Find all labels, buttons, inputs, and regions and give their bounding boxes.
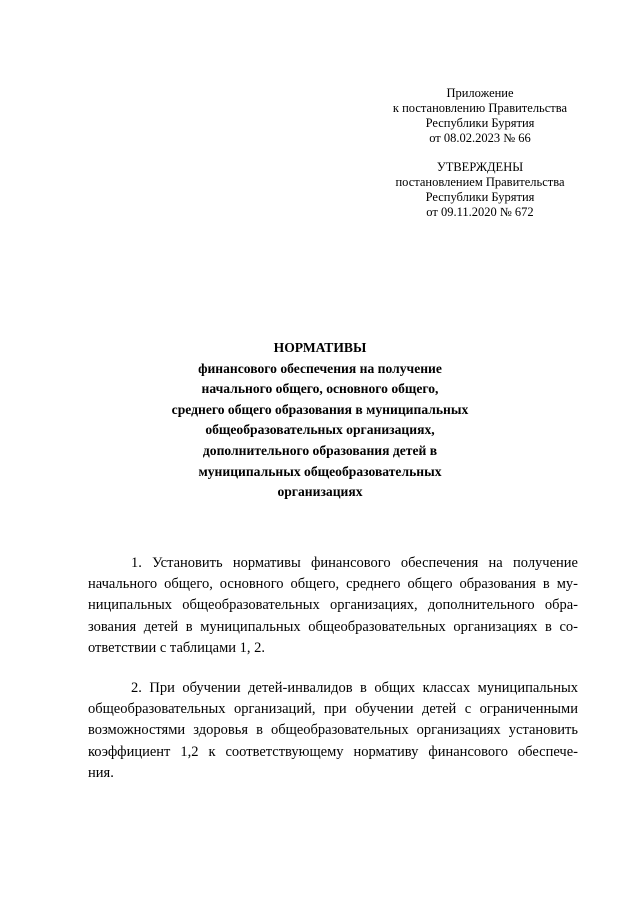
paragraph-2 bbox=[88, 678, 578, 784]
approval-line: Республики Бурятия bbox=[425, 190, 535, 204]
paragraph-line: общеобразовательных организаций, при обучении детей с ограниченными bbox=[88, 701, 578, 718]
approval-line: от 09.11.2020 № 672 bbox=[426, 205, 534, 219]
approval-header bbox=[380, 160, 580, 220]
paragraph-line: начального общего, основного общего, среднего общего образования в му- bbox=[88, 576, 578, 593]
title-line: организациях bbox=[277, 484, 363, 500]
appendix-line: Республики Бурятия bbox=[425, 116, 535, 130]
approval-line: УТВЕРЖДЕНЫ bbox=[436, 160, 524, 174]
title-line: среднего общего образования в муниципальных bbox=[171, 401, 469, 417]
appendix-header bbox=[380, 86, 580, 146]
paragraph-line: коэффициент 1,2 к соответствующему нормативу финансового обеспече- bbox=[88, 743, 578, 760]
title-line: начального общего, основного общего, bbox=[201, 381, 439, 397]
paragraph-line: 1. Установить нормативы финансового обеспечения на получение bbox=[131, 555, 578, 571]
appendix-line: к постановлению Правительства bbox=[392, 101, 568, 115]
paragraph-line: зования детей в муниципальных общеобразовательных организациях в со- bbox=[88, 618, 578, 635]
paragraph-line: 2. При обучении детей-инвалидов в общих классах муниципальных bbox=[131, 680, 578, 696]
paragraph-line: возможностями здоровья в общеобразовательных организациях установить bbox=[88, 722, 578, 739]
document-title bbox=[150, 338, 490, 503]
paragraph-line: ниципальных общеобразовательных организациях, дополнительного обра- bbox=[88, 597, 578, 614]
paragraph-line: ответствии с таблицами 1, 2. bbox=[88, 639, 266, 656]
title-line: финансового обеспечения на получение bbox=[198, 360, 442, 376]
title-line: НОРМАТИВЫ bbox=[273, 340, 367, 355]
title-line: дополнительного образования детей в bbox=[202, 442, 438, 458]
appendix-line: от 08.02.2023 № 66 bbox=[429, 131, 531, 145]
approval-line: постановлением Правительства bbox=[395, 175, 565, 189]
title-line: муниципальных общеобразовательных bbox=[198, 463, 442, 479]
paragraph-1 bbox=[88, 553, 578, 659]
appendix-line: Приложение bbox=[446, 86, 514, 100]
paragraph-line: ния. bbox=[88, 764, 114, 781]
title-line: общеобразовательных организациях, bbox=[205, 422, 435, 438]
